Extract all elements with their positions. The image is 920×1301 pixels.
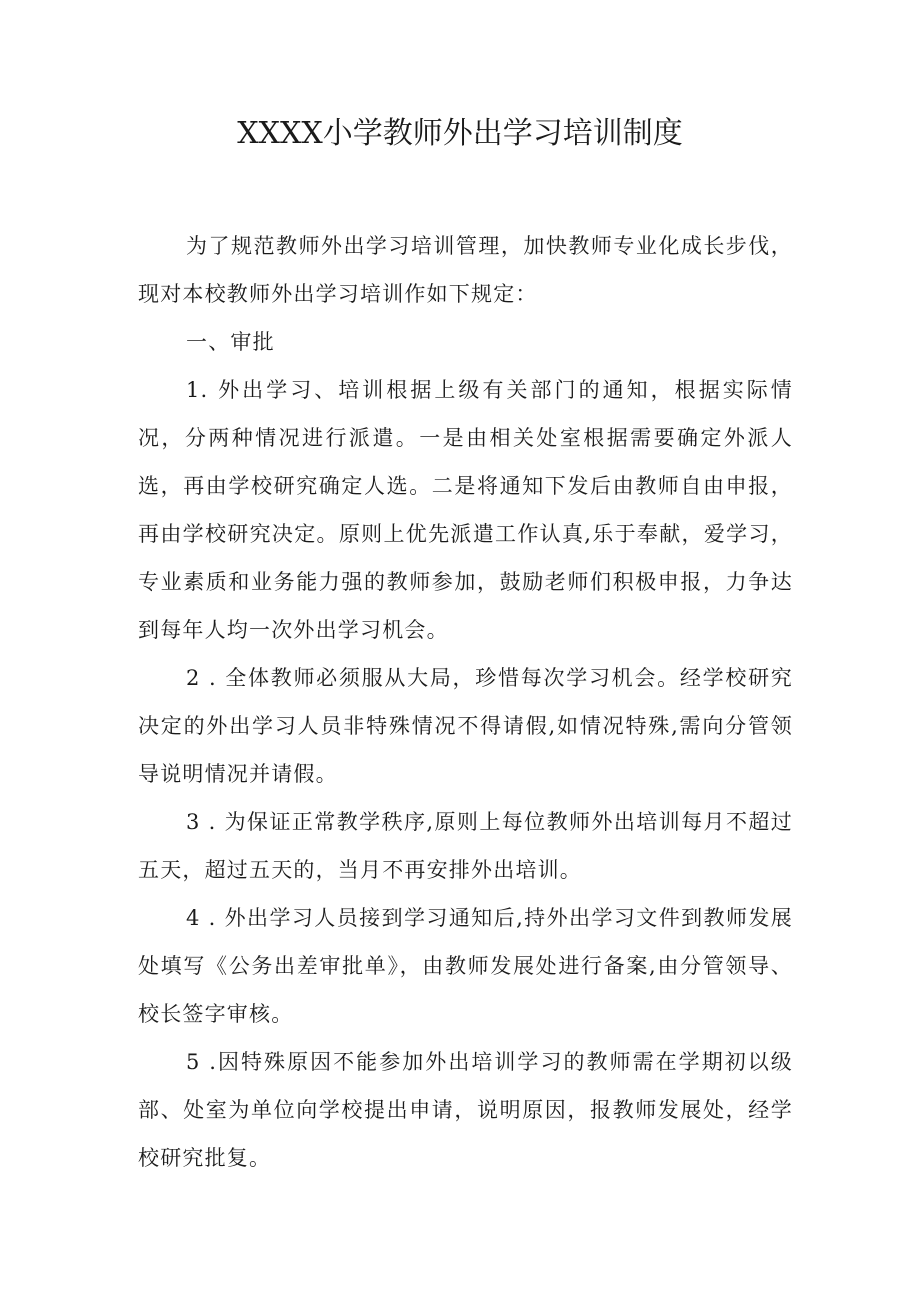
document-body [138,222,793,1182]
document-title: XXXX小学教师外出学习培训制度 [237,116,683,151]
rule-1-paragraph: 1. 外出学习、培训根据上级有关部门的通知，根据实际情况，分两种情况进行派遣。一是由相关处室根据需要确定外派人选，再由学校研究确定人选。二是将通知下发后由教师自由申报，再由学校研究决定。原则上优先派遣工作认真,乐于奉献，爱学习，专业素质和业务能力强的教师参加，鼓励老师们积极申报，力争达到每年人均一次外出学习机会。 [138,378,793,642]
intro-paragraph: 为了规范教师外出学习培训管理，加快教师专业化成长步伐，现对本校教师外出学习培训作如下规定： [138,234,793,306]
section-heading-approval: 一、审批 [186,330,275,354]
rule-5-paragraph: 5 .因特殊原因不能参加外出培训学习的教师需在学期初以级部、处室为单位向学校提出申请，说明原因，报教师发展处，经学校研究批复。 [138,1050,793,1170]
rule-3-paragraph: 3 . 为保证正常教学秩序,原则上每位教师外出培训每月不超过五天，超过五天的，当月不再安排外出培训。 [138,810,793,882]
rule-4-paragraph: 4 . 外出学习人员接到学习通知后,持外出学习文件到教师发展处填写《公务出差审批单》，由教师发展处进行备案,由分管领导、校长签字审核。 [138,906,793,1026]
rule-2-paragraph: 2 . 全体教师必须服从大局，珍惜每次学习机会。经学校研究决定的外出学习人员非特殊情况不得请假,如情况特殊,需向分管领导说明情况并请假。 [138,666,793,786]
